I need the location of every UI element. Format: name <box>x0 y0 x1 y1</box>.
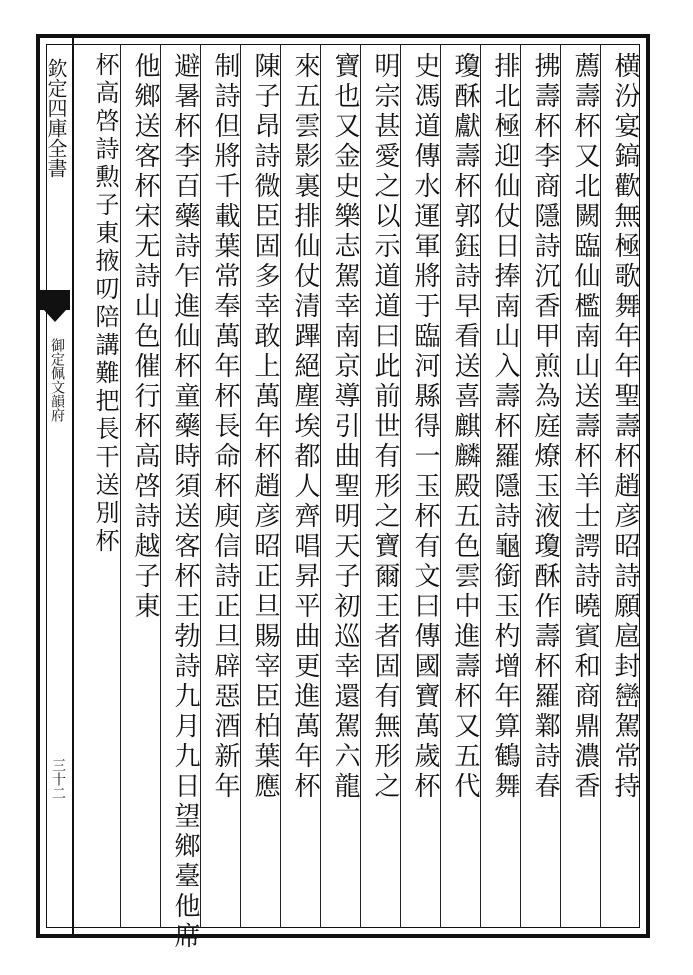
text-column-2: 薦壽杯又北闕臨仙檻南山送壽杯羊士諤詩曉賓和商鼎濃香 <box>570 52 600 802</box>
text-column-14: 杯高啓詩勲子東掖叨陪講難把長干送別杯 <box>91 52 119 556</box>
text-column-12: 避暑杯李百藥詩乍進仙杯童藥時須送客杯王勃詩九月九日望鄉臺他席 <box>170 52 200 952</box>
page-frame <box>36 34 650 952</box>
section-title: 御定佩文韻府 <box>49 338 65 422</box>
text-column-3: 拂壽杯李商隱詩沉香甲煎為庭燎玉液瓊酥作壽杯羅鄴詩春 <box>530 52 560 802</box>
text-column-1: 横汾宴鎬歡無極歌舞年年聖壽杯趙彦昭詩願扈封巒駕常持 <box>610 52 640 802</box>
margin-band <box>40 38 74 934</box>
book-title: 欽定四庫全書 <box>44 58 68 178</box>
page-number: 三十二 <box>50 758 66 800</box>
fish-tail-mark <box>40 290 70 310</box>
text-column-7: 明宗甚愛之以示道道曰此前世有形之寶爾王者固有無形之 <box>370 52 400 802</box>
text-column-5: 瓊酥獻壽杯郭鈺詩早看送喜麒麟殿五色雲中進壽杯又五代 <box>450 52 480 802</box>
text-column-8: 寶也又金史樂志駕幸南京導引曲聖明天子初巡幸還駕六龍 <box>330 52 360 802</box>
text-column-11: 制詩但將千載葉常奉萬年杯長命杯庾信詩正旦辟惡酒新年 <box>210 52 240 802</box>
text-column-10: 陳子昂詩微臣固多幸敢上萬年杯趙彦昭正旦賜宰臣柏葉應 <box>250 52 280 802</box>
text-column-6: 史馮道傳水運軍將于臨河縣得一玉杯有文曰傳國寶萬歲杯 <box>410 52 440 802</box>
text-column-4: 排北極迎仙仗日捧南山入壽杯羅隱詩龜銜玉杓增年算鶴舞 <box>490 52 520 802</box>
text-column-9: 來五雲影裏排仙仗清蹕絕塵埃都人齊唱昇平曲更進萬年杯 <box>290 52 320 802</box>
text-column-13: 他鄉送客杯宋无詩山色催行杯高啓詩越子東 <box>130 52 160 622</box>
